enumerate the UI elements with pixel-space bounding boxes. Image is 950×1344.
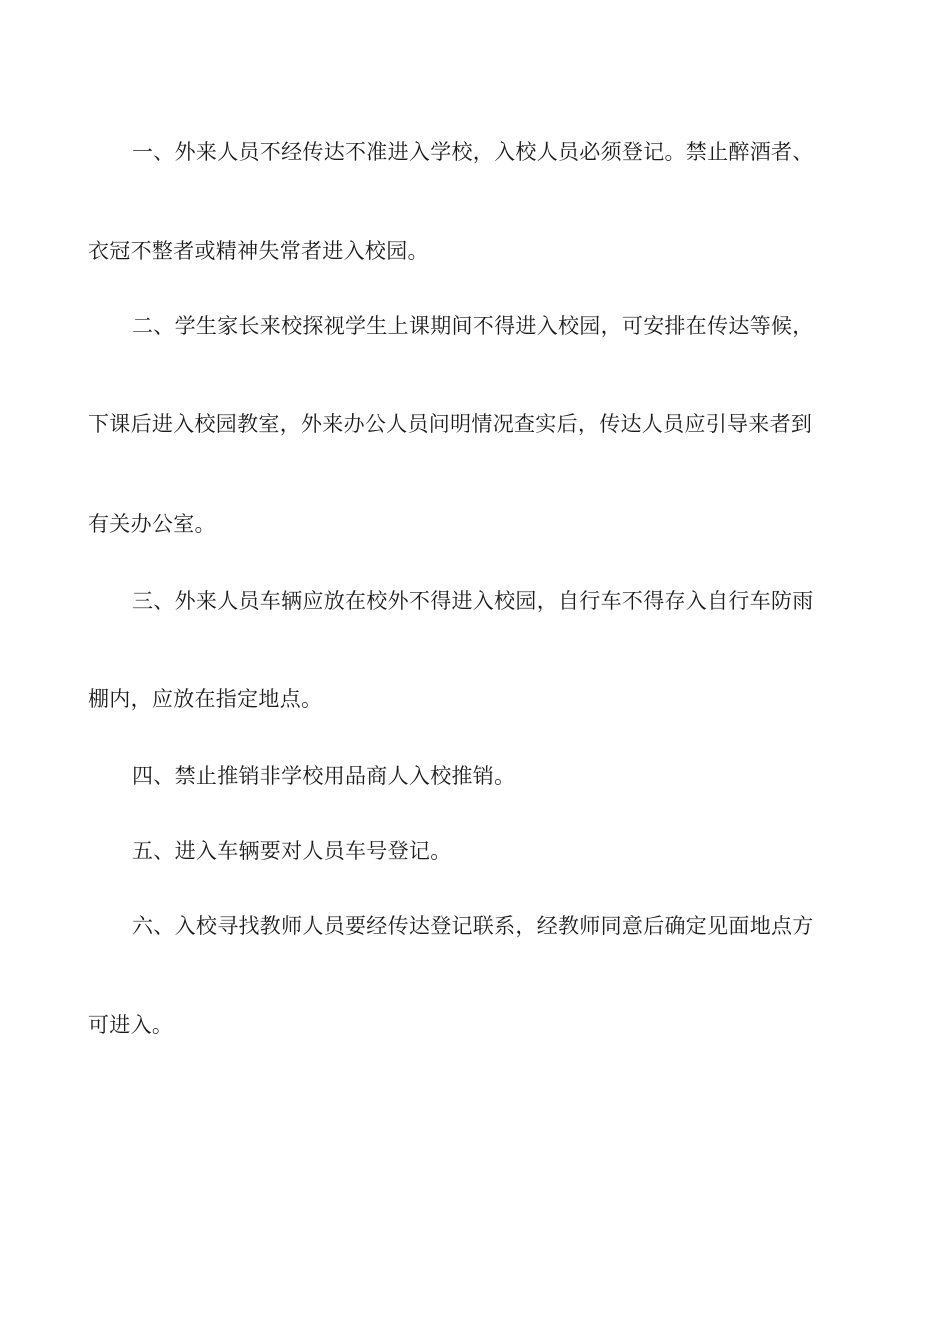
rule-1-line-2: 衣冠不整者或精神失常者进入校园。 — [88, 239, 429, 263]
rule-6-line-1: 六、入校寻找教师人员要经传达登记联系，经教师同意后确定见面地点方 — [132, 914, 814, 938]
rule-6-line-2: 可进入。 — [88, 1013, 174, 1037]
rule-3-line-1: 三、外来人员车辆应放在校外不得进入校园，自行车不得存入自行车防雨 — [132, 589, 814, 613]
rule-5-line-1: 五、进入车辆要对人员车号登记。 — [132, 839, 452, 863]
rule-2-line-1: 二、学生家长来校探视学生上课期间不得进入校园，可安排在传达等候， — [132, 314, 814, 338]
rule-2-line-2: 下课后进入校园教室，外来办公人员问明情况查实后，传达人员应引导来者到 — [88, 412, 813, 436]
rule-3-line-2: 棚内，应放在指定地点。 — [88, 687, 323, 711]
rule-1-line-1: 一、外来人员不经传达不准进入学校，入校人员必须登记。禁止醉酒者、 — [132, 140, 814, 164]
rule-4-line-1: 四、禁止推销非学校用品商人入校推销。 — [132, 764, 516, 788]
rule-2-line-3: 有关办公室。 — [88, 512, 216, 536]
